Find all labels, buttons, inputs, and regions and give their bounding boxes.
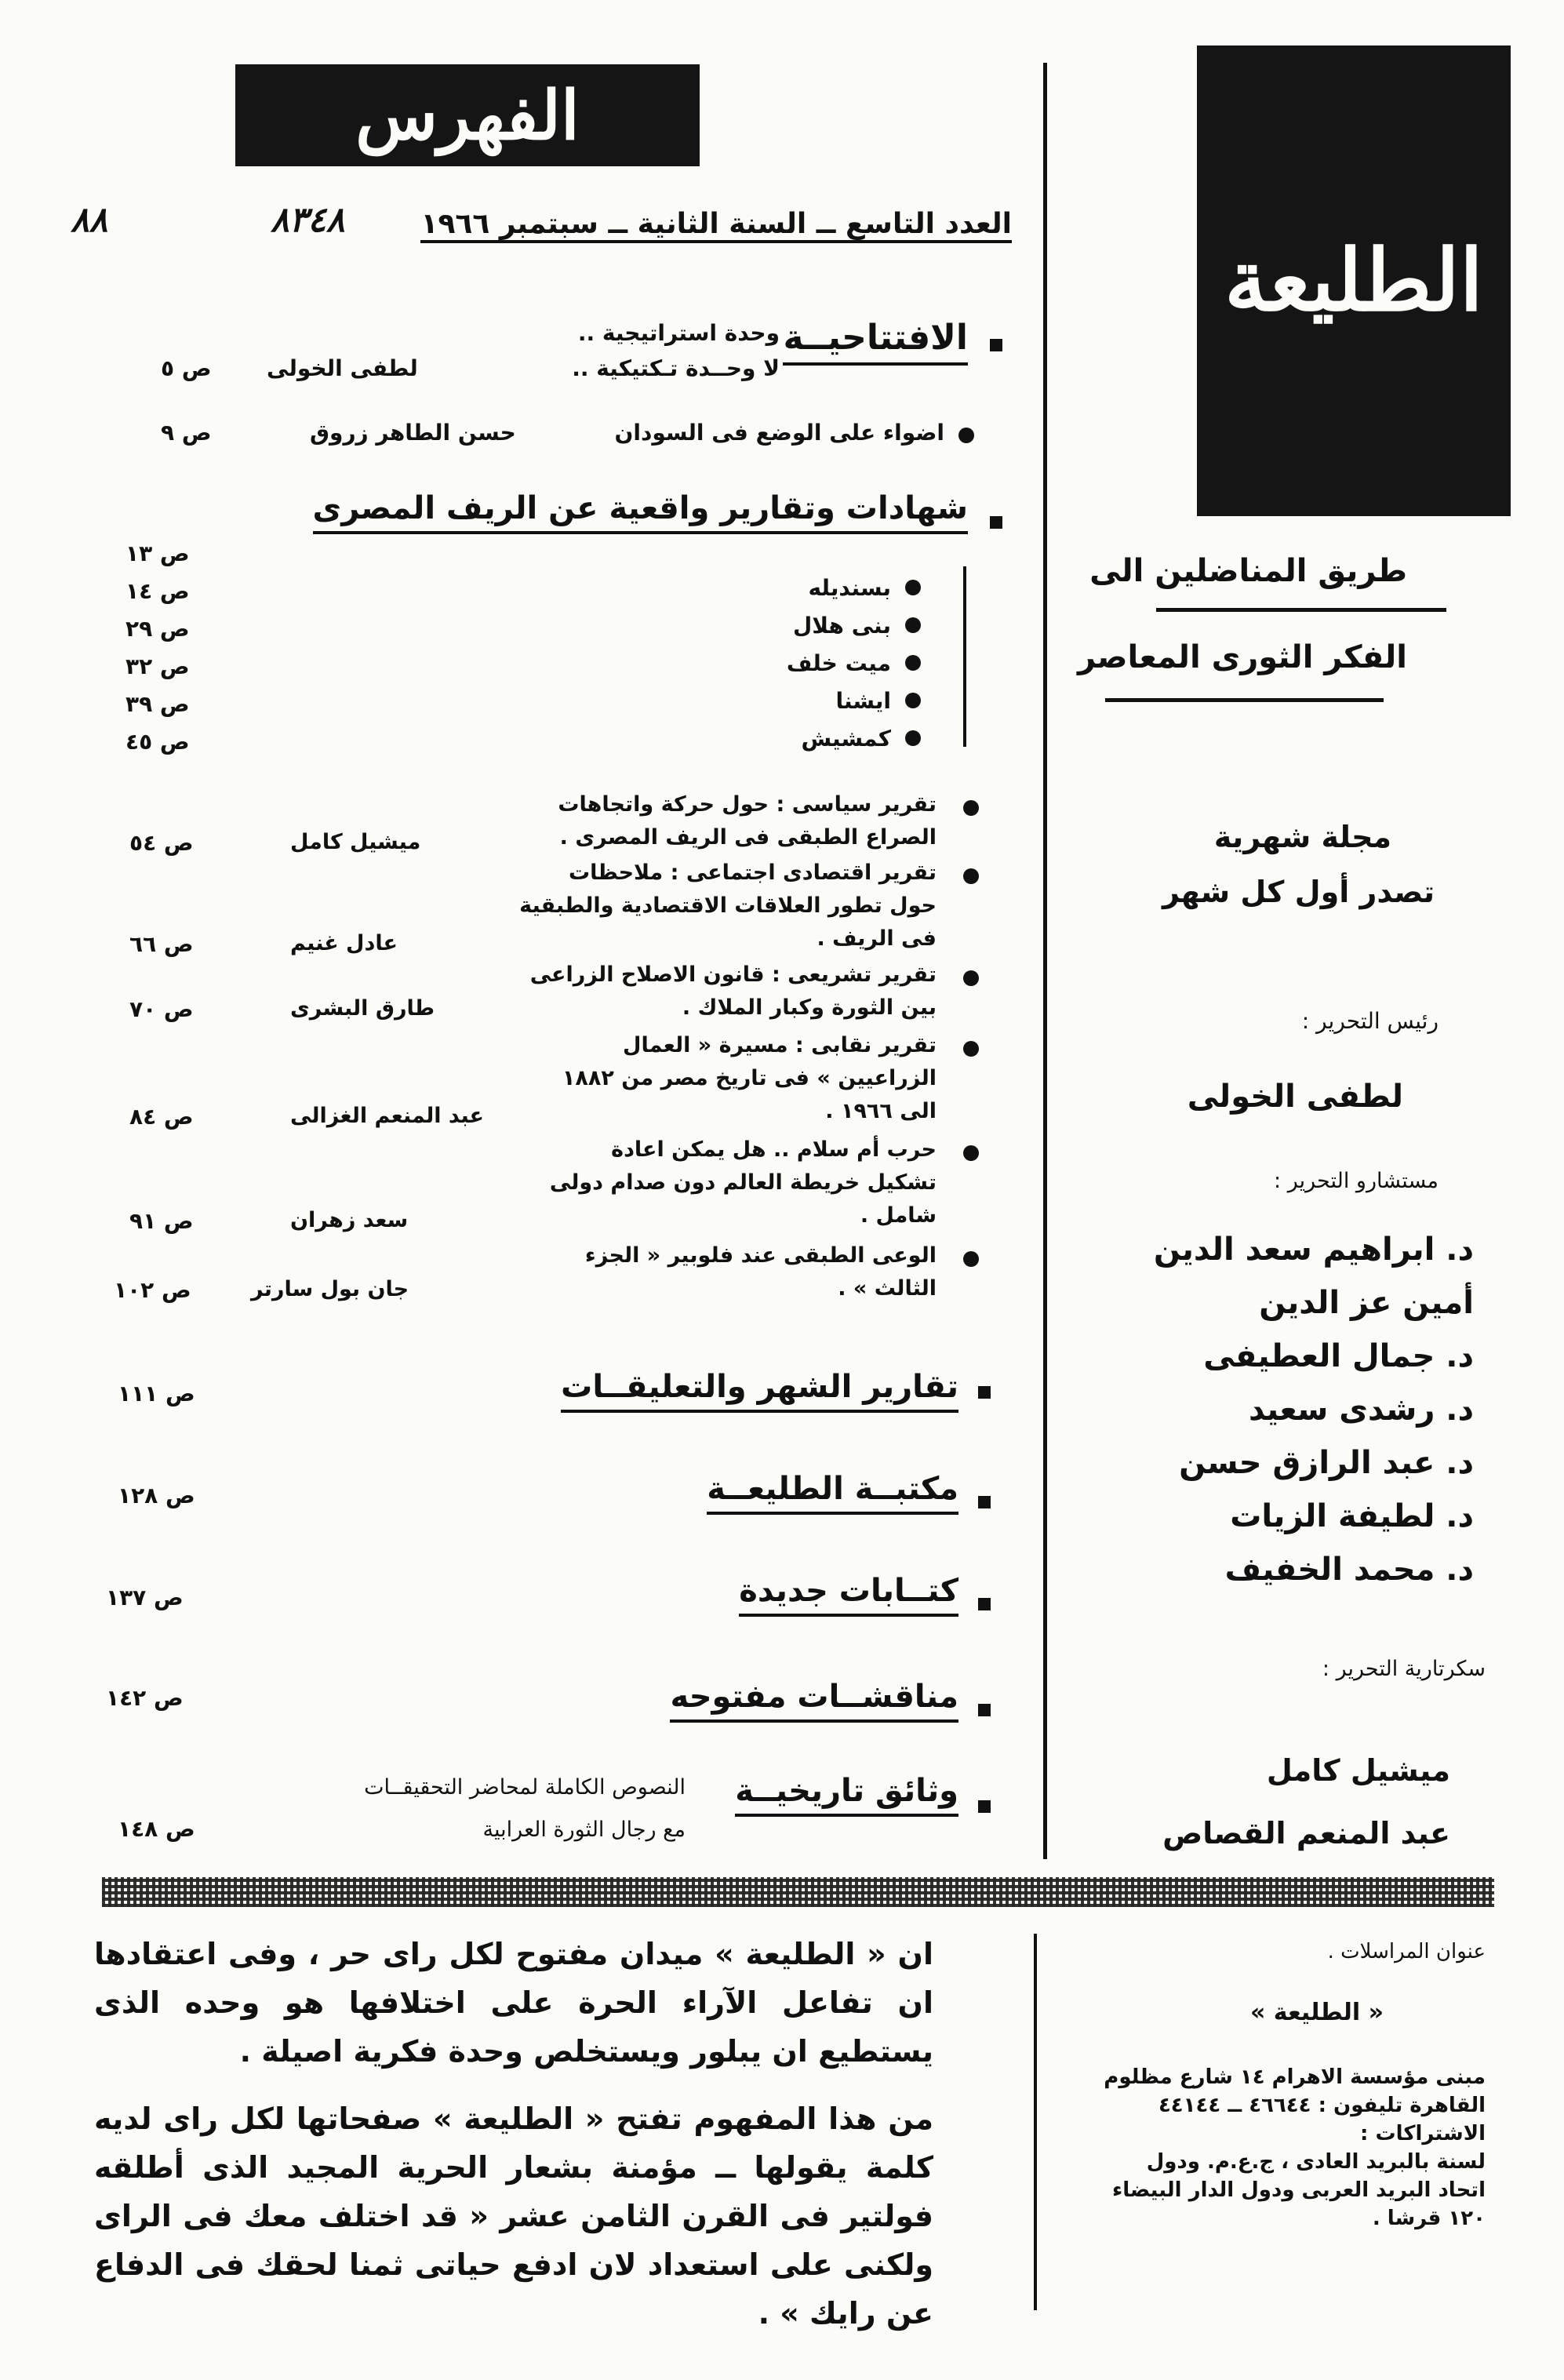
village-pages [125,535,190,761]
report-line: الثالث » . [838,1276,937,1301]
advisor-name: د. لطيفة الزيات [1230,1498,1474,1534]
section-title: مناقشــات مفتوحه [670,1679,958,1723]
advisor-name: د. ابراهيم سعد الدين [1153,1232,1474,1268]
report-line: تقرير سياسى : حول حركة واتجاهات [558,792,937,817]
report-author: جان بول سارتر [251,1277,409,1301]
masthead-logo [1197,45,1511,516]
report-line: تقرير تشريعى : قانون الاصلاح الزراعى [529,963,937,987]
village-name: ميت خلف [786,650,891,676]
editor-in-chief-name: لطفى الخولى [1187,1079,1403,1115]
report-text [497,1029,937,1128]
section-title: مكتبــة الطليعــة [707,1471,958,1515]
advisor-name: د. عبد الرازق حسن [1179,1445,1474,1481]
villages-list [740,569,921,757]
frequency-line2: تصدر أول كل شهر [1162,875,1435,909]
section-item [0,1671,1564,1734]
report-line: فى الريف . [817,926,937,951]
section-item [0,1463,1564,1526]
report-line: الصراع الطبقى فى الريف المصرى . [559,825,937,850]
report-item [0,857,1564,966]
report-line: تشكيل خريطة العالم دون صدام دولى [549,1170,937,1195]
editorial-line1: وحدة استراتيجية .. [577,320,780,346]
report-item [0,959,1564,1037]
logo-text: الطليعة [1224,231,1483,330]
bullet-square [990,339,1002,351]
bullet-dot [905,693,921,708]
bullet-dot [958,428,974,443]
village-page: ص ٣٢ [125,653,190,679]
bullet-dot [963,800,979,816]
report-line: بين الثورة وكبار الملاك . [682,995,937,1020]
editor-in-chief-label: رئيس التحرير : [1301,1008,1439,1034]
section-title: كتــابات جديدة [739,1573,958,1617]
correspondence-label: عنوان المراسلات . [1327,1940,1486,1963]
bullet-dot [963,1251,979,1267]
documents-page: ص ١٤٨ [118,1816,195,1842]
slogan-line1: طريق المناضلين الى [1089,553,1407,589]
village-item [740,644,921,682]
bullet-square [978,1800,991,1813]
section-page: ص ١٣٧ [106,1585,184,1610]
report-author: عبد المنعم الغزالى [290,1104,484,1128]
documents-title: وثائق تاريخيــة [735,1773,958,1817]
report-author: ميشيل كامل [290,830,421,854]
section-item [0,1565,1564,1628]
bullet-square [978,1386,991,1399]
section-page: ص ١٢٨ [118,1483,195,1508]
report-page: ص ٦٦ [129,931,194,957]
bullet-dot [963,1041,979,1057]
address: مبنى مؤسسة الاهرام ١٤ شارع مظلوم القاهرة تليفون : ٤٦٦٤٤ ــ ٤٤١٤٤ [1104,2065,1486,2117]
report-line: تقرير اقتصادى اجتماعى : ملاحظات [569,861,937,885]
advisor-name: أمين عز الدين [1259,1285,1474,1321]
village-page: ص ٣٩ [125,691,190,717]
documents-item [0,1769,1564,1855]
editorial-line2: لا وحــدة تـكتيكية .. [572,355,780,381]
villages-bracket [963,566,966,747]
secretariat-name: ميشيل كامل [1266,1753,1450,1788]
report-text [497,1239,937,1305]
issue-line [47,200,1012,263]
report-author: طارق البشرى [290,996,435,1021]
report-page: ص ٨٤ [129,1104,194,1130]
section-page: ص ١١١ [118,1381,195,1407]
index-banner [235,64,700,166]
report-line: تقرير نقابى : مسيرة « العمال [623,1033,937,1057]
bullet-square [978,1496,991,1508]
section-page: ص ١٤٢ [106,1685,184,1711]
village-page: ص ١٤ [125,578,190,604]
handwritten-short: ٨٨ [71,200,108,240]
village-page: ص ١٣ [125,540,190,566]
report-text [497,788,937,854]
section-item [0,1361,1564,1424]
dotted-separator [102,1877,1494,1907]
village-name: كمشيش [801,725,891,751]
advisor-name: د. رشدى سعيد [1248,1392,1474,1428]
village-page: ص ٢٩ [125,616,190,642]
subscriptions-text: لسنة بالبريد العادى ، ج.ع.م. ودول اتحاد البريد العربى ودول الدار البيضاء ١٢٠ قرشا . [1112,2150,1486,2230]
report-line: حول تطور العلاقات الاقتصادية والطبقية [519,893,937,918]
report-page: ص ٥٤ [129,830,194,856]
bullet-dot [905,580,921,595]
report-page: ص ٧٠ [129,996,194,1022]
report-text [497,959,937,1024]
magazine-name: « الطليعة » [1249,1999,1384,2026]
slogan-line2: الفكر الثورى المعاصر [1077,639,1407,675]
advisor-name: د. محمد الخفيف [1224,1552,1474,1588]
bullet-square [978,1704,991,1716]
editorial-title: الافتتاحيــة [783,318,968,366]
bullet-dot [963,1145,979,1161]
sudan-title: اضواء على الوضع فى السودان [614,420,944,446]
sudan-author: حسن الطاهر زروق [310,420,516,446]
report-item [0,1029,1564,1139]
index-banner-text: الفهرس [355,75,580,155]
village-name: بسنديله [808,574,891,601]
report-text [497,857,937,955]
secretariat-label: سكرتارية التحرير : [1322,1657,1486,1681]
advisors-label: مستشارو التحرير : [1274,1169,1439,1193]
village-item [740,682,921,719]
bullet-square [990,516,1002,529]
editorial-author: لطفى الخولى [267,355,418,381]
village-page: ص ٤٥ [125,729,190,755]
report-item [0,1134,1564,1243]
footer-info [1078,1938,1486,2233]
report-page: ص ٩١ [129,1208,194,1234]
issue-text: العدد التاسع ــ السنة الثانية ــ سبتمبر ١٩٦٦ [420,208,1012,243]
bullet-dot [963,868,979,884]
village-item [740,606,921,644]
section-title: تقارير الشهر والتعليقــات [561,1369,958,1413]
report-line: الى ١٩٦٦ . [825,1099,937,1123]
statement-2: من هذا المفهوم تفتح « الطليعة » صفحاتها لكل راى لديه كلمة يقولها ــ مؤمنة بشعار الحرية المجيد الذى أطلقه فولتير فى القرن الثامن عشر « قد اختلف معك فى الراى ولكنى على استعداد لان ادفع حياتى ثمنا لحقك فى الدفاع عن رايك » . [94,2102,933,2331]
footer-divider [1034,1934,1037,2310]
handwritten-number: ٨٣٤٨ [271,200,345,240]
sudan-page: ص ٩ [161,420,212,446]
editorial-page: ص ٥ [161,355,212,381]
report-item [0,1239,1564,1318]
testimonies-title: شهادات وتقارير واقعية عن الريف المصرى [313,490,968,534]
bullet-dot [905,730,921,746]
village-name: ايشنا [835,687,891,714]
bullet-square [978,1598,991,1610]
documents-line2: مع رجال الثورة العرابية [482,1818,686,1842]
report-text [497,1134,937,1232]
report-author: سعد زهران [290,1208,409,1232]
report-line: الوعى الطبقى عند فلوبير « الجزء [584,1243,937,1268]
subscriptions-label: الاشتراكات : [1360,2122,1486,2145]
report-line: حرب أم سلام .. هل يمكن اعادة [611,1137,937,1162]
bullet-dot [905,655,921,671]
village-item [740,569,921,606]
report-author: عادل غنيم [290,931,398,955]
report-page: ص ١٠٢ [114,1277,191,1303]
village-name: بنى هلال [793,612,891,639]
bullet-dot [905,617,921,633]
village-item [740,719,921,757]
documents-line1: النصوص الكاملة لمحاضر التحقيقــات [364,1775,686,1800]
slogan-underline-2 [1105,698,1384,702]
bullet-dot [963,970,979,986]
secretariat-name: عبد المنعم القصاص [1162,1816,1450,1851]
report-line: الزراعيين » فى تاريخ مصر من ١٨٨٢ [562,1066,937,1090]
slogan-underline-1 [1156,608,1446,612]
frequency-line1: مجلة شهرية [1213,820,1391,854]
report-line: شامل . [860,1203,937,1228]
advisor-name: د. جمال العطيفى [1203,1338,1474,1374]
statement-1: ان « الطليعة » ميدان مفتوح لكل راى حر ، وفى اعتقادها ان تفاعل الآراء الحرة على اختلافها هو وحده الذى يستطيع ان يبلور ويستخلص وحدة فكرية اصيلة . [94,1937,933,2069]
